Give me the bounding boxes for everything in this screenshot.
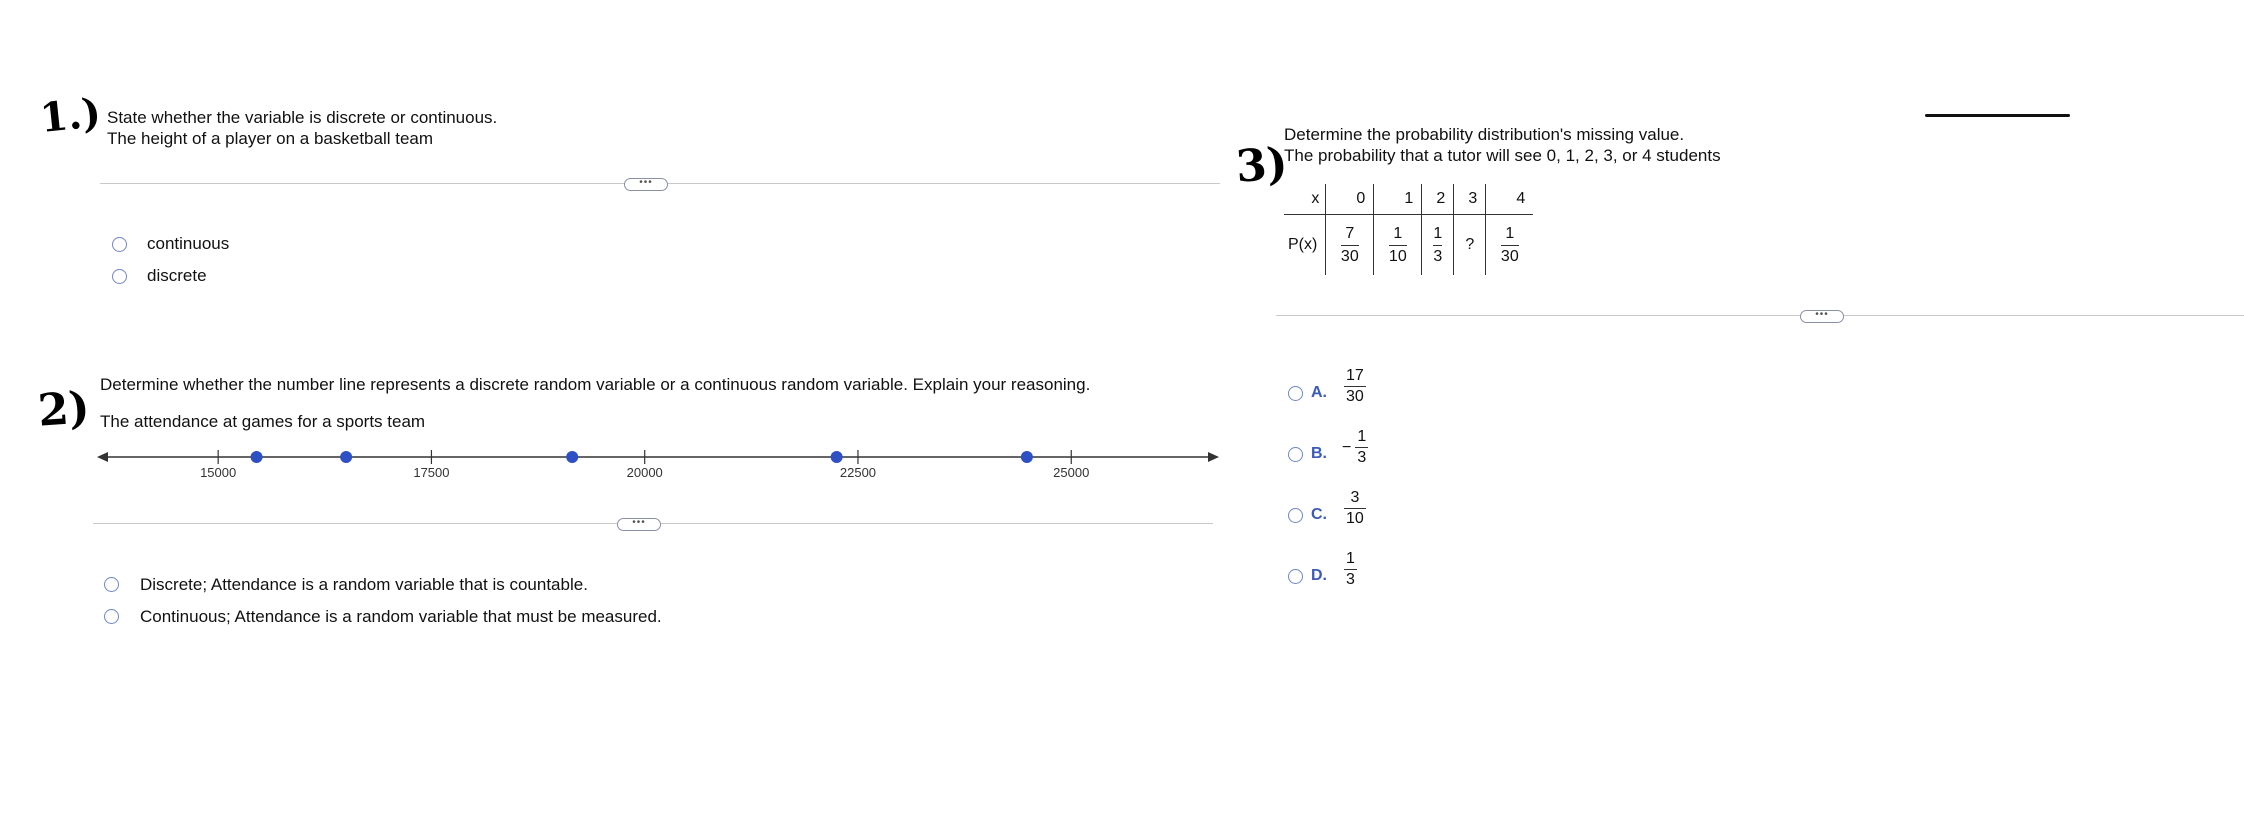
- table-x-1: 1: [1374, 184, 1422, 215]
- number-line-left-arrow: [97, 452, 108, 462]
- q3-option-b-value[interactable]: − $\frac{1}{3}$: [1342, 428, 1367, 466]
- q3-radio-b[interactable]: [1288, 447, 1303, 462]
- q3-option-d-letter[interactable]: D.: [1311, 567, 1327, 584]
- table-x-label: x: [1284, 184, 1326, 215]
- number-line-tick-label: 25000: [1053, 465, 1090, 480]
- number-line-right-arrow: [1208, 452, 1219, 462]
- q2-option-continuous[interactable]: Continuous; Attendance is a random variable that must be measured.: [140, 607, 662, 626]
- number-line-point: [1021, 451, 1033, 463]
- q3-option-c-letter[interactable]: C.: [1311, 506, 1327, 523]
- number-line-point: [566, 451, 578, 463]
- q3-option-a-letter[interactable]: A.: [1311, 384, 1327, 401]
- table-x-0: 0: [1326, 184, 1374, 215]
- table-p-4: $\frac{1}{30}$: [1486, 215, 1534, 276]
- q2-option-discrete[interactable]: Discrete; Attendance is a random variable that is countable.: [140, 575, 588, 594]
- q3-more-button[interactable]: •••: [1800, 310, 1844, 323]
- annotation-q1: 1.): [37, 88, 103, 143]
- table-p-0: $\frac{7}{30}$: [1326, 215, 1374, 276]
- table-x-3: 3: [1454, 184, 1486, 215]
- number-line-point: [340, 451, 352, 463]
- q3-prompt: Determine the probability distribution's missing value.: [1284, 125, 1685, 144]
- q3-radio-c[interactable]: [1288, 508, 1303, 523]
- table-p-2: $\frac{1}{3}$: [1422, 215, 1454, 276]
- number-line-tick-label: 15000: [200, 465, 237, 480]
- q2-prompt: Determine whether the number line represents a discrete random variable or a continuous random variable. Explain your reasoning.: [100, 375, 1091, 394]
- table-x-4: 4: [1486, 184, 1534, 215]
- q3-divider: [1276, 315, 2244, 316]
- q1-radio-continuous[interactable]: [112, 237, 127, 252]
- table-x-2: 2: [1422, 184, 1454, 215]
- annotation-q2: 2): [36, 382, 92, 437]
- table-p-label: P(x): [1288, 236, 1318, 253]
- table-p-3-unknown: ?: [1454, 215, 1486, 276]
- q2-variable: The attendance at games for a sports team: [100, 412, 426, 431]
- top-edge-bar: [1925, 114, 2070, 117]
- q3-radio-a[interactable]: [1288, 386, 1303, 401]
- q1-variable: The height of a player on a basketball team: [107, 129, 434, 148]
- q3-variable: The probability that a tutor will see 0, 1, 2, 3, or 4 students: [1284, 146, 1721, 165]
- q1-prompt: State whether the variable is discrete or continuous.: [107, 108, 498, 127]
- q3-option-a-value[interactable]: $\frac{17}{30}$: [1346, 367, 1364, 405]
- q1-option-discrete[interactable]: discrete: [147, 266, 207, 285]
- q1-more-button[interactable]: •••: [624, 178, 668, 191]
- q1-option-continuous[interactable]: continuous: [147, 234, 230, 253]
- q2-radio-continuous[interactable]: [104, 609, 119, 624]
- q2-radio-discrete[interactable]: [104, 577, 119, 592]
- annotation-q3: 3): [1234, 138, 1290, 193]
- q3-option-c-value[interactable]: $\frac{3}{10}$: [1346, 489, 1364, 527]
- number-line-tick-label: 17500: [413, 465, 450, 480]
- q2-number-line: [95, 440, 1225, 490]
- q3-option-d-value[interactable]: $\frac{1}{3}$: [1346, 550, 1355, 588]
- number-line-point: [251, 451, 263, 463]
- q3-distribution-table: [1284, 184, 1533, 275]
- number-line-point: [831, 451, 843, 463]
- q2-more-button[interactable]: •••: [617, 518, 661, 531]
- q1-radio-discrete[interactable]: [112, 269, 127, 284]
- number-line-tick-label: 20000: [626, 465, 663, 480]
- number-line-tick-label: 22500: [839, 465, 877, 480]
- q3-option-b-letter[interactable]: B.: [1311, 445, 1327, 462]
- table-p-1: $\frac{1}{10}$: [1374, 215, 1422, 276]
- q3-radio-d[interactable]: [1288, 569, 1303, 584]
